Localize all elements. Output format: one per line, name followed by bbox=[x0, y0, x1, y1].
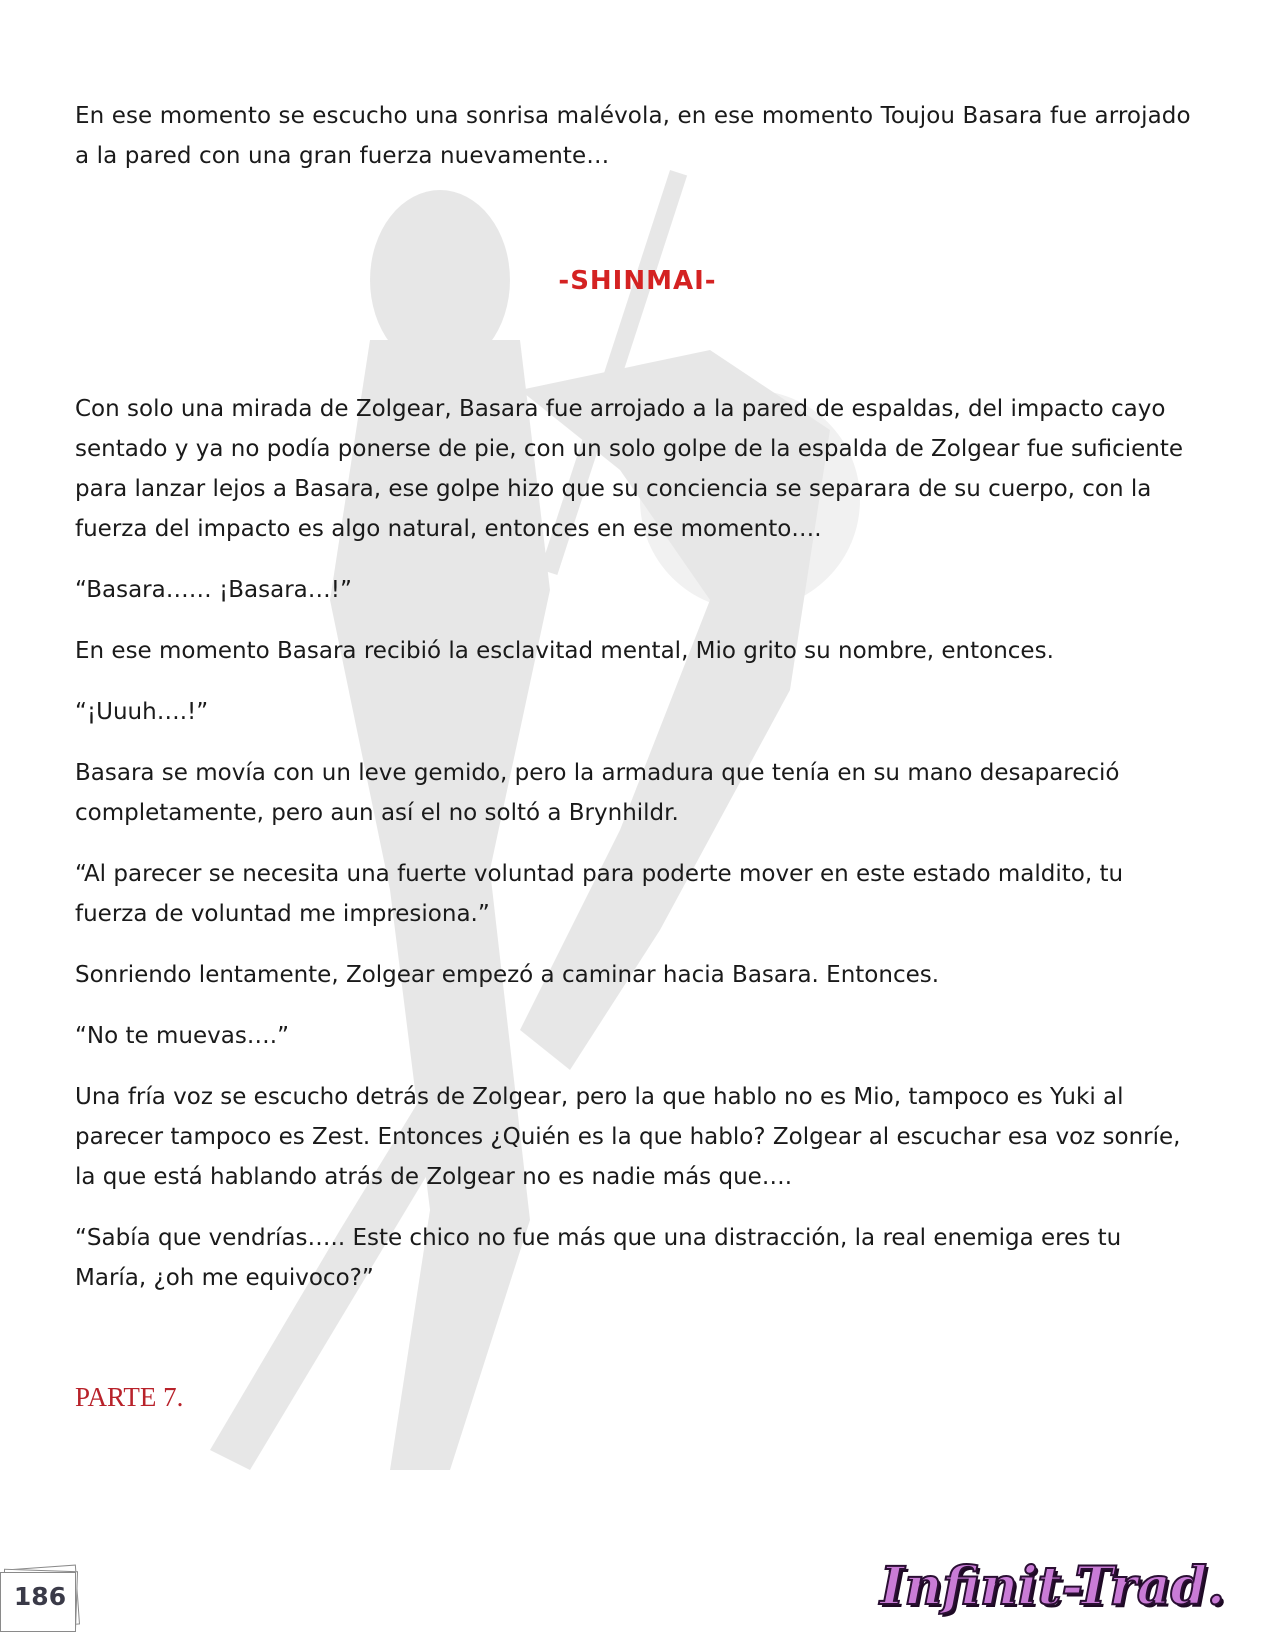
paragraph: En ese momento Basara recibió la esclavitad mental, Mio grito su nombre, entonces. bbox=[75, 638, 1054, 664]
paragraph: Basara se movía con un leve gemido, pero la armadura que tenía en su mano desapareció completamente, pero aun así el no soltó a Brynhildr. bbox=[75, 760, 1120, 826]
paragraph: Sonriendo lentamente, Zolgear empezó a caminar hacia Basara. Entonces. bbox=[75, 962, 940, 988]
paragraph: “Sabía que vendrías….. Este chico no fue más que una distracción, la real enemiga eres tu María, ¿oh me equivoco?” bbox=[75, 1225, 1122, 1291]
section-separator: -SHINMAI- bbox=[558, 266, 717, 296]
opening-paragraph: En ese momento se escucho una sonrisa malévola, en ese momento Toujou Basara fue arrojado a la pared con una gran fuerza nuevamente… bbox=[75, 103, 1191, 169]
part-label: PARTE 7. bbox=[75, 1382, 184, 1412]
paragraph: Con solo una mirada de Zolgear, Basara fue arrojado a la pared de espaldas, del impacto cayo sentado y ya no podía ponerse de pie, con un solo golpe de la espalda de Zolgear fue suficiente para lanzar lejos a Basara, ese golpe hizo que su conciencia se separara de su cuerpo, con la fuerza del impacto es algo natural, entonces en ese momento…. bbox=[75, 396, 1183, 542]
paragraph: “¡Uuuh….!” bbox=[75, 699, 209, 725]
page-number: 186 bbox=[13, 1582, 67, 1611]
paragraph: Una fría voz se escucho detrás de Zolgear, pero la que hablo no es Mio, tampoco es Yuki al parecer tampoco es Zest. Entonces ¿Quién es la que hablo? Zolgear al escuchar esa voz sonríe, la que está hablando atrás de Zolgear no es nadie más que…. bbox=[75, 1084, 1181, 1190]
opening-text bbox=[75, 96, 1195, 176]
paragraph: “No te muevas….” bbox=[75, 1023, 290, 1049]
translator-logo: Infinit-Trad. bbox=[880, 1556, 1225, 1617]
body-text bbox=[75, 389, 1195, 1319]
paragraph: “Basara…… ¡Basara…!” bbox=[75, 577, 352, 603]
paragraph: “Al parecer se necesita una fuerte voluntad para poderte mover en este estado maldito, tu fuerza de voluntad me impresiona.” bbox=[75, 861, 1124, 927]
